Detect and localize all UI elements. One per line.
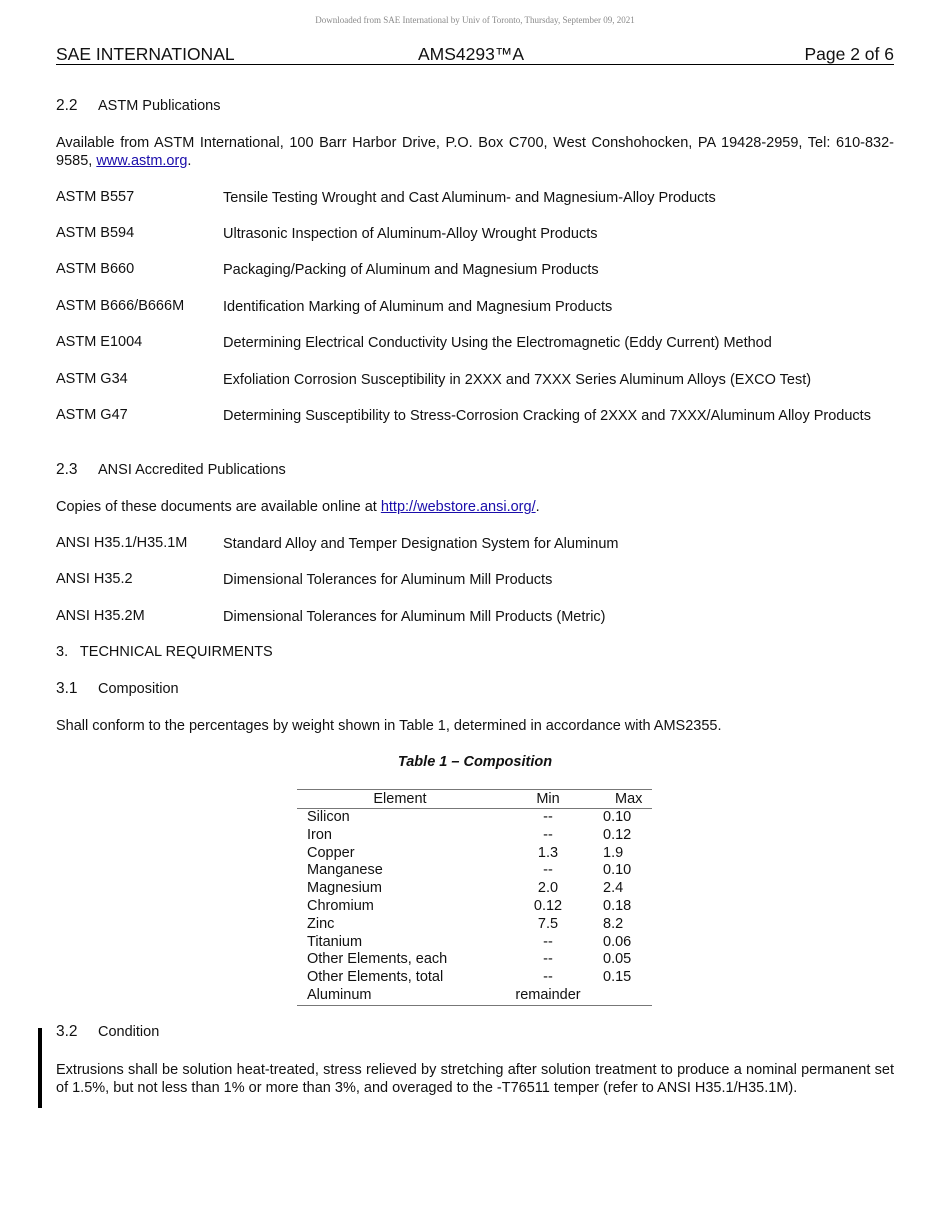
table-row: Silicon -- 0.10 (307, 809, 632, 825)
reference-code: ASTM B557 (56, 189, 135, 205)
table-row: Manganese -- 0.10 (307, 862, 632, 879)
table-row: Other Elements, total -- 0.15 (307, 969, 632, 986)
reference-code: ANSI H35.2M (56, 608, 145, 624)
page-header (56, 44, 894, 65)
column-header-element: Element (297, 790, 503, 809)
reference-code: ASTM B660 (56, 261, 135, 277)
column-header-min: Min (503, 790, 593, 809)
table-header-row (297, 790, 652, 809)
reference-description: Standard Alloy and Temper Designation System for Aluminum (223, 536, 619, 552)
astm-website-link[interactable]: www.astm.org (96, 153, 188, 169)
reference-code: ASTM G34 (56, 371, 128, 387)
reference-description: Ultrasonic Inspection of Aluminum-Alloy Wrought Products (223, 226, 598, 242)
table-row: Titanium -- 0.06 (307, 933, 632, 950)
header-page-number: Page 2 of 6 (804, 44, 894, 64)
section-3-1-number: 3.1 (56, 680, 78, 697)
ansi-availability-paragraph: Copies of these documents are available online at http://webstore.ansi.org/. (56, 499, 540, 515)
table-row: Aluminum remainder (307, 986, 581, 1003)
table-row: Magnesium 2.0 2.4 (307, 880, 624, 897)
composition-paragraph: Shall conform to the percentages by weight shown in Table 1, determined in accordance with AMS2355. (56, 718, 722, 734)
section-3-2-title: Condition (98, 1024, 160, 1040)
table-row: Copper 1.3 1.9 (307, 844, 624, 861)
section-2-3-number: 2.3 (56, 461, 78, 478)
table-row: Chromium 0.12 0.18 (307, 897, 632, 914)
header-document-number: AMS4293™A (418, 44, 525, 64)
astm-availability-paragraph: Available from ASTM International, 100 Barr Harbor Drive, P.O. Box C700, West Conshohocken, PA 19428-2959, Tel: 610-832-9585, www.astm.org. (56, 135, 894, 169)
reference-description: Dimensional Tolerances for Aluminum Mill Products (Metric) (223, 609, 606, 625)
revision-change-bar (38, 1028, 42, 1108)
reference-description: Tensile Testing Wrought and Cast Aluminum- and Magnesium-Alloy Products (223, 190, 716, 206)
reference-description: Packaging/Packing of Aluminum and Magnesium Products (223, 262, 599, 278)
composition-table (297, 789, 652, 1006)
section-3-heading: 3. TECHNICAL REQUIRMENTS (56, 644, 273, 660)
reference-code: ASTM B594 (56, 225, 135, 241)
reference-description: Dimensional Tolerances for Aluminum Mill Products (223, 572, 553, 588)
section-3-1-title: Composition (98, 681, 179, 697)
table-row: Other Elements, each -- 0.05 (307, 951, 632, 968)
section-2-2-number: 2.2 (56, 97, 78, 114)
reference-description: Determining Electrical Conductivity Using the Electromagnetic (Eddy Current) Method (223, 335, 772, 351)
reference-code: ANSI H35.1/H35.1M (56, 535, 188, 551)
table-row: Zinc 7.5 8.2 (307, 915, 624, 932)
table-row: Iron -- 0.12 (307, 826, 632, 843)
reference-description: Determining Susceptibility to Stress-Corrosion Cracking of 2XXX and 7XXX/Aluminum Alloy Products (223, 408, 871, 424)
column-header-max: Max (593, 790, 652, 809)
reference-code: ASTM E1004 (56, 334, 143, 350)
condition-paragraph: Extrusions shall be solution heat-treated, stress relieved by stretching after solution treatment to produce a nominal permanent set of 1.5%, but not less than 1% or more than 3%, and overaged to the -T76511 temper (refer to ANSI H35.1/H35.1M). (56, 1062, 894, 1096)
reference-description: Identification Marking of Aluminum and Magnesium Products (223, 299, 613, 315)
header-organization: SAE INTERNATIONAL (56, 44, 235, 64)
reference-code: ASTM G47 (56, 407, 128, 423)
section-3-2-number: 3.2 (56, 1023, 78, 1040)
reference-code: ASTM B666/B666M (56, 298, 185, 314)
table-1-caption: Table 1 – Composition (397, 754, 553, 770)
ansi-webstore-link[interactable]: http://webstore.ansi.org/ (380, 499, 536, 515)
reference-code: ANSI H35.2 (56, 571, 133, 587)
reference-description: Exfoliation Corrosion Susceptibility in 2XXX and 7XXX Series Aluminum Alloys (EXCO Test) (223, 372, 812, 388)
section-2-3-title: ANSI Accredited Publications (98, 462, 286, 478)
download-watermark: Downloaded from SAE International by Univ of Toronto, Thursday, September 09, 2021 (315, 15, 635, 25)
section-2-2-title: ASTM Publications (98, 98, 221, 114)
